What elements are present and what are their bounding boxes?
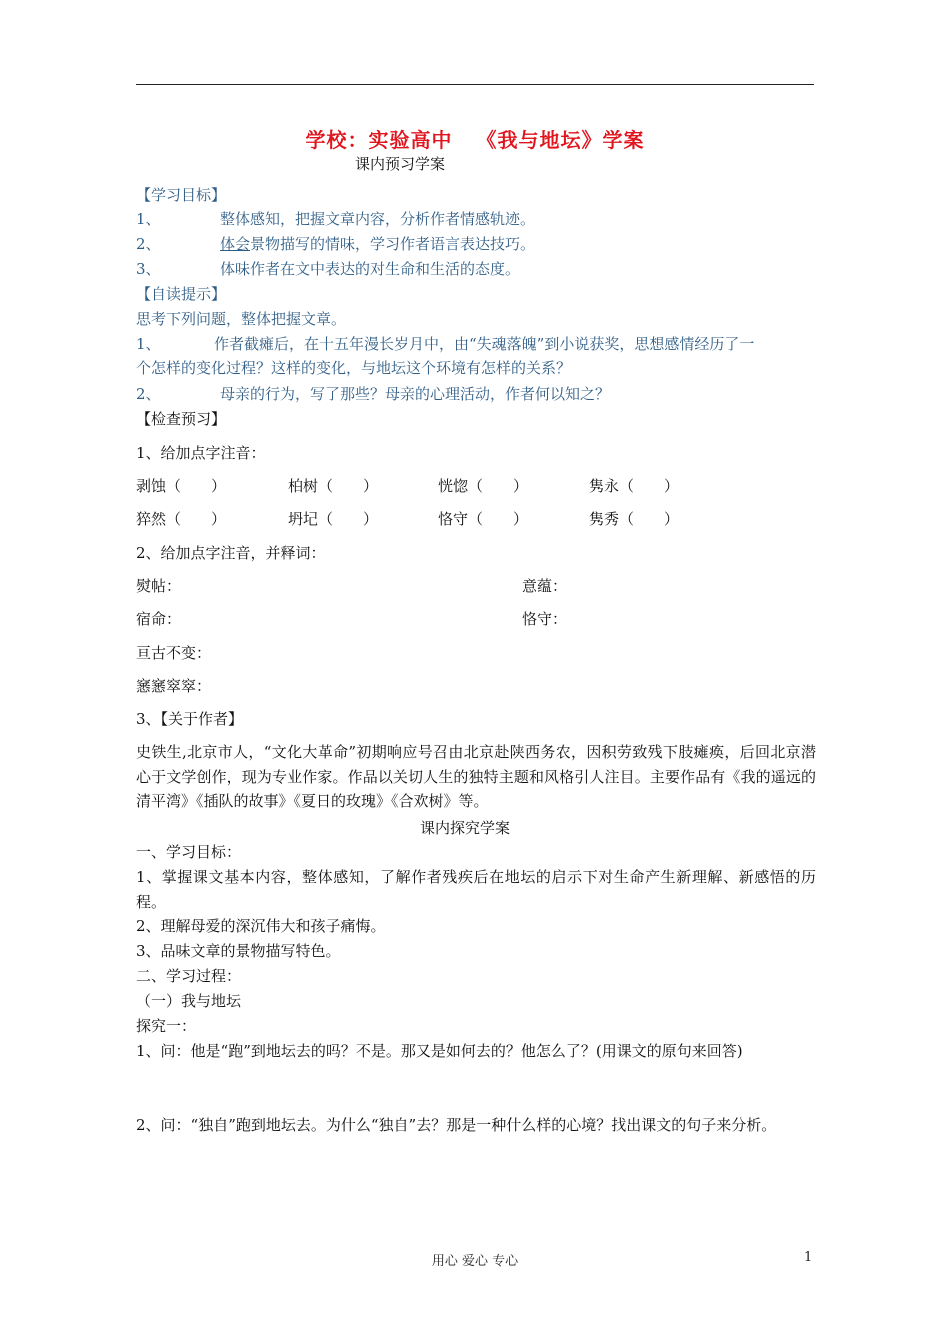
subtitle-preview: 课内预习学案 bbox=[355, 155, 446, 173]
inquiry-goal-2: 2、理解母爱的深沉伟大和孩子痛悔。 bbox=[136, 917, 386, 935]
page-title bbox=[0, 124, 950, 153]
goal-text: 整体感知，把握文章内容，分析作者情感轨迹。 bbox=[220, 210, 536, 228]
term-item: 亘古不变： bbox=[136, 644, 212, 662]
phonetic-item: 猝然（ ） bbox=[136, 510, 227, 528]
title-name: 《我与地坛》学案 bbox=[476, 128, 645, 152]
term-item: 熨帖： bbox=[136, 577, 182, 595]
goal-num: 2、 bbox=[136, 235, 161, 253]
term-item: 宿命： bbox=[136, 610, 182, 628]
phonetic-item: 剥蚀（ ） bbox=[136, 477, 227, 495]
check-q1: 1、给加点字注音： bbox=[136, 444, 266, 462]
phonetic-item: 隽永（ ） bbox=[589, 477, 680, 495]
reading-q2-text: 母亲的行为，写了那些？母亲的心理活动，作者何以知之？ bbox=[220, 385, 611, 403]
goal-text: 景物描写的情味，学习作者语言表达技巧。 bbox=[250, 235, 536, 253]
phonetic-item: 坍圮（ ） bbox=[288, 510, 379, 528]
phonetic-item: 柏树（ ） bbox=[288, 477, 379, 495]
phonetic-item: 隽秀（ ） bbox=[589, 510, 680, 528]
inquiry-goal-3: 3、品味文章的景物描写特色。 bbox=[136, 942, 341, 960]
goal-num: 1、 bbox=[136, 210, 161, 228]
reading-heading: 【自读提示】 bbox=[136, 285, 227, 303]
header-rule bbox=[136, 84, 814, 85]
term-item: 窸窸窣窣： bbox=[136, 677, 212, 695]
reading-q1-line2: 个怎样的变化过程？这样的变化，与地坛这个环境有怎样的关系？ bbox=[136, 359, 572, 377]
reading-q2 bbox=[136, 384, 610, 404]
goals-heading: 【学习目标】 bbox=[136, 186, 227, 204]
inquiry-goal-1: 1、掌握课文基本内容，整体感知，了解作者残疾后在地坛的启示下对生命产生新理解、新感悟的历程。 bbox=[136, 868, 816, 911]
subtitle-inquiry: 课内探究学案 bbox=[420, 819, 511, 837]
process-heading: 二、学习过程： bbox=[136, 967, 242, 985]
inquiry-goals-heading: 一、学习目标： bbox=[136, 843, 242, 861]
check-q2: 2、给加点字注音，并释词： bbox=[136, 544, 326, 562]
reading-q2-num: 2、 bbox=[136, 385, 161, 403]
reading-q1-line1: 作者截瘫后，在十五年漫长岁月中，由“失魂落魄”到小说获奖，思想感情经历了一 bbox=[214, 335, 755, 353]
goal-text: 体味作者在文中表达的对生命和生活的态度。 bbox=[220, 260, 521, 278]
goal-item-3 bbox=[136, 259, 520, 279]
question-1: 1、问：他是“跑”到地坛去的吗？不是。那又是如何去的？他怎么了？(用课文的原句来回答) bbox=[136, 1042, 743, 1060]
goal-num: 3、 bbox=[136, 260, 161, 278]
footer-motto: 用心 爱心 专心 bbox=[431, 1254, 519, 1269]
explore-heading: 探究一： bbox=[136, 1017, 197, 1035]
reading-q1 bbox=[136, 334, 754, 354]
section-heading: （一）我与地坛 bbox=[136, 992, 242, 1010]
check-heading: 【检查预习】 bbox=[136, 410, 227, 428]
reading-q1-num: 1、 bbox=[136, 335, 161, 353]
check-q3: 3、【关于作者】 bbox=[136, 710, 244, 728]
phonetic-item: 恪守（ ） bbox=[438, 510, 529, 528]
term-item: 意蕴： bbox=[522, 577, 568, 595]
question-2: 2、问：“独自”跑到地坛去。为什么“独自”去？那是一种什么样的心境？找出课文的句子来分析。 bbox=[136, 1116, 777, 1134]
term-item: 恪守： bbox=[522, 610, 568, 628]
goal-item-1 bbox=[136, 209, 535, 229]
reading-intro: 思考下列问题，整体把握文章。 bbox=[136, 310, 347, 328]
phonetic-item: 恍惚（ ） bbox=[438, 477, 529, 495]
goal-emph: 体会 bbox=[220, 235, 251, 253]
author-bio: 史铁生,北京市人，“文化大革命”初期响应号召由北京赴陕西务农，因积劳致残下肢瘫痪，后回北京潜心于文学创作，现为专业作家。作品以关切人生的独特主题和风格引人注目。主要作品有《我的遥远的清平湾》《插队的故事》《夏日的玫瑰》《合欢树》等。 bbox=[136, 743, 816, 810]
goal-item-2 bbox=[136, 234, 535, 254]
title-school: 学校：实验高中 bbox=[305, 128, 453, 152]
page-number: 1 bbox=[804, 1250, 813, 1265]
